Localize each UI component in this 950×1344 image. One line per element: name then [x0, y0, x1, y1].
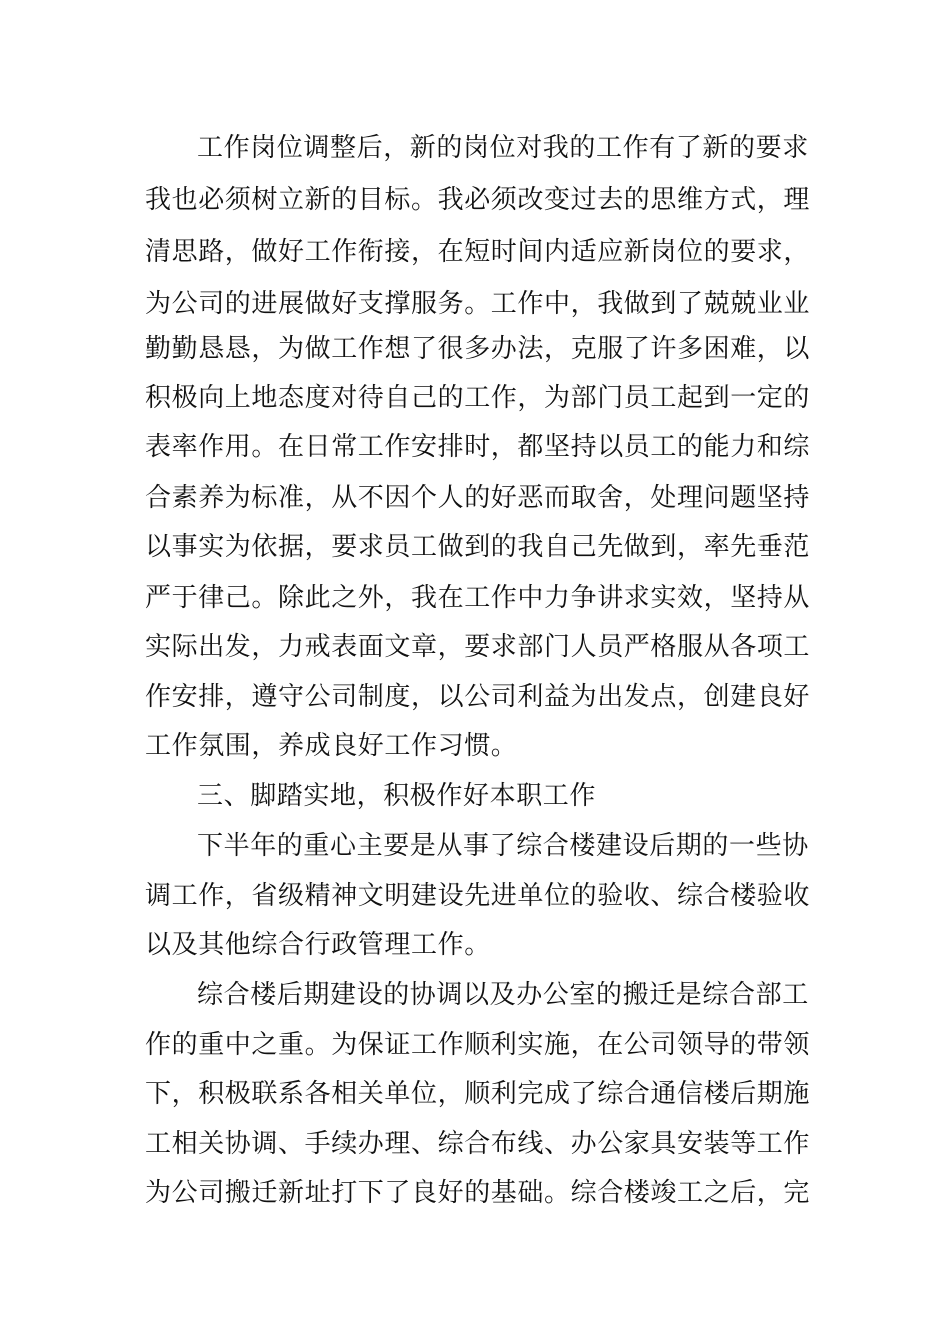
- text-line: 合素养为标准，从不因个人的好恶而取舍，处理问题坚持: [145, 483, 811, 513]
- text-line: 我也必须树立新的目标。我必须改变过去的思维方式，理: [145, 185, 811, 215]
- text-line: 以事实为依据，要求员工做到的我自己先做到，率先垂范: [145, 532, 811, 562]
- text-line: 清思路，做好工作衔接，在短时间内适应新岗位的要求，: [145, 237, 811, 267]
- text-line: 严于律己。除此之外，我在工作中力争讲求实效，坚持从: [145, 583, 811, 613]
- text-line: 工相关协调、手续办理、综合布线、办公家具安装等工作: [145, 1129, 811, 1159]
- text-line: 综合楼后期建设的协调以及办公室的搬迁是综合部工: [197, 980, 809, 1010]
- text-line: 工作氛围，养成良好工作习惯。: [145, 731, 518, 761]
- section-heading: 三、脚踏实地，积极作好本职工作: [197, 781, 597, 811]
- text-line: 工作岗位调整后，新的岗位对我的工作有了新的要求: [197, 133, 809, 163]
- text-line: 以及其他综合行政管理工作。: [145, 930, 491, 960]
- text-line: 积极向上地态度对待自己的工作，为部门员工起到一定的: [145, 383, 811, 413]
- text-line: 作安排，遵守公司制度，以公司利益为出发点，创建良好: [145, 682, 811, 712]
- text-line: 为公司搬迁新址打下了良好的基础。综合楼竣工之后，完: [145, 1178, 811, 1208]
- text-line: 表率作用。在日常工作安排时，都坚持以员工的能力和综: [145, 432, 811, 462]
- text-line: 为公司的进展做好支撑服务。工作中，我做到了兢兢业业: [145, 289, 811, 319]
- text-line: 勤勤恳恳，为做工作想了很多办法，克服了许多困难，以: [145, 334, 811, 364]
- text-line: 实际出发，力戒表面文章，要求部门人员严格服从各项工: [145, 632, 811, 662]
- text-line: 调工作，省级精神文明建设先进单位的验收、综合楼验收: [145, 881, 811, 911]
- text-line: 下，积极联系各相关单位，顺利完成了综合通信楼后期施: [145, 1079, 811, 1109]
- text-line: 作的重中之重。为保证工作顺利实施，在公司领导的带领: [145, 1030, 811, 1060]
- text-line: 下半年的重心主要是从事了综合楼建设后期的一些协: [197, 831, 809, 861]
